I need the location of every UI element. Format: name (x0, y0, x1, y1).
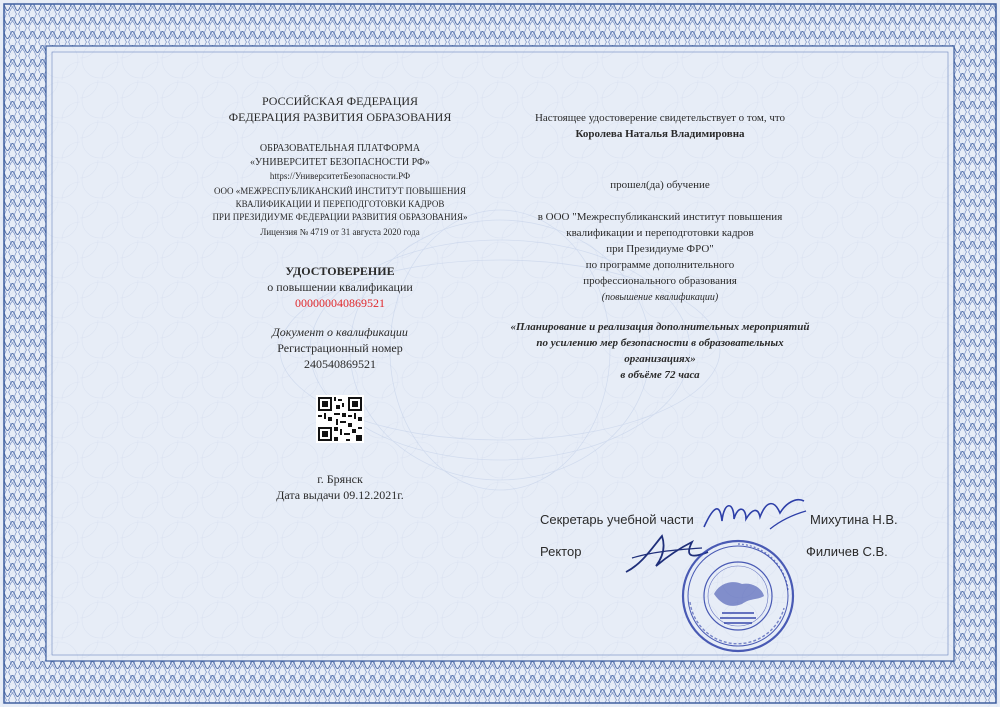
rector-role: Ректор (540, 544, 582, 559)
training-passed: прошел(да) обучение (610, 179, 710, 191)
federation-heading: ФЕДЕРАЦИЯ РАЗВИТИЯ ОБРАЗОВАНИЯ (228, 110, 452, 124)
issue-city: г. Брянск (317, 472, 363, 486)
institute-line-3: при Президиуме ФРО" (606, 243, 714, 255)
org-line-2: КВАЛИФИКАЦИИ И ПЕРЕПОДГОТОВКИ КАДРОВ (235, 199, 445, 209)
institute-line-2: квалификации и переподготовки кадров (566, 227, 754, 239)
course-volume: в объёме 72 часа (620, 369, 700, 381)
registration-label: Регистрационный номер (277, 341, 403, 355)
rector-name: Филичев С.В. (806, 544, 888, 559)
platform-name: «УНИВЕРСИТЕТ БЕЗОПАСНОСТИ РФ» (250, 157, 430, 168)
document-subtitle: о повышении квалификации (267, 280, 413, 294)
platform-title: ОБРАЗОВАТЕЛЬНАЯ ПЛАТФОРМА (259, 143, 421, 154)
secretary-role: Секретарь учебной части (540, 512, 694, 527)
registration-number: 240540869521 (304, 357, 376, 371)
qr-code (316, 395, 364, 443)
secretary-signature (700, 495, 810, 535)
document-number: 000000040869521 (295, 296, 385, 310)
document-kind: Документ о квалификации (272, 325, 408, 339)
person-name: Королева Наталья Владимировна (575, 128, 745, 140)
program-kind: (повышение квалификации) (601, 292, 719, 303)
program-line-1: по программе дополнительного (585, 259, 735, 271)
country-heading: РОССИЙСКАЯ ФЕДЕРАЦИЯ (261, 94, 419, 108)
secretary-name: Михутина Н.В. (810, 512, 898, 527)
institute-line-1: в ООО "Межреспубликанский институт повышения (537, 211, 783, 223)
document-title: УДОСТОВЕРЕНИЕ (285, 264, 395, 278)
org-line-3: ПРИ ПРЕЗИДИУМЕ ФЕДЕРАЦИИ РАЗВИТИЯ ОБРАЗОВАНИЯ» (212, 212, 468, 222)
org-line-1: ООО «МЕЖРЕСПУБЛИКАНСКИЙ ИНСТИТУТ ПОВЫШЕНИЯ (213, 186, 467, 196)
course-line-3: организациях» (624, 353, 696, 365)
platform-url: https://УниверситетБезопасности.РФ (269, 171, 411, 181)
course-line-1: «Планирование и реализация дополнительных мероприятий (510, 321, 810, 333)
issue-date: Дата выдачи 09.12.2021г. (276, 488, 404, 502)
license-line: Лицензия № 4719 от 31 августа 2020 года (260, 227, 420, 237)
course-line-2: по усилению мер безопасности в образовательных (536, 337, 784, 349)
program-line-2: профессионального образования (583, 275, 737, 287)
intro-text: Настоящее удостоверение свидетельствует о том, что (534, 112, 786, 124)
institute-stamp (680, 538, 796, 654)
